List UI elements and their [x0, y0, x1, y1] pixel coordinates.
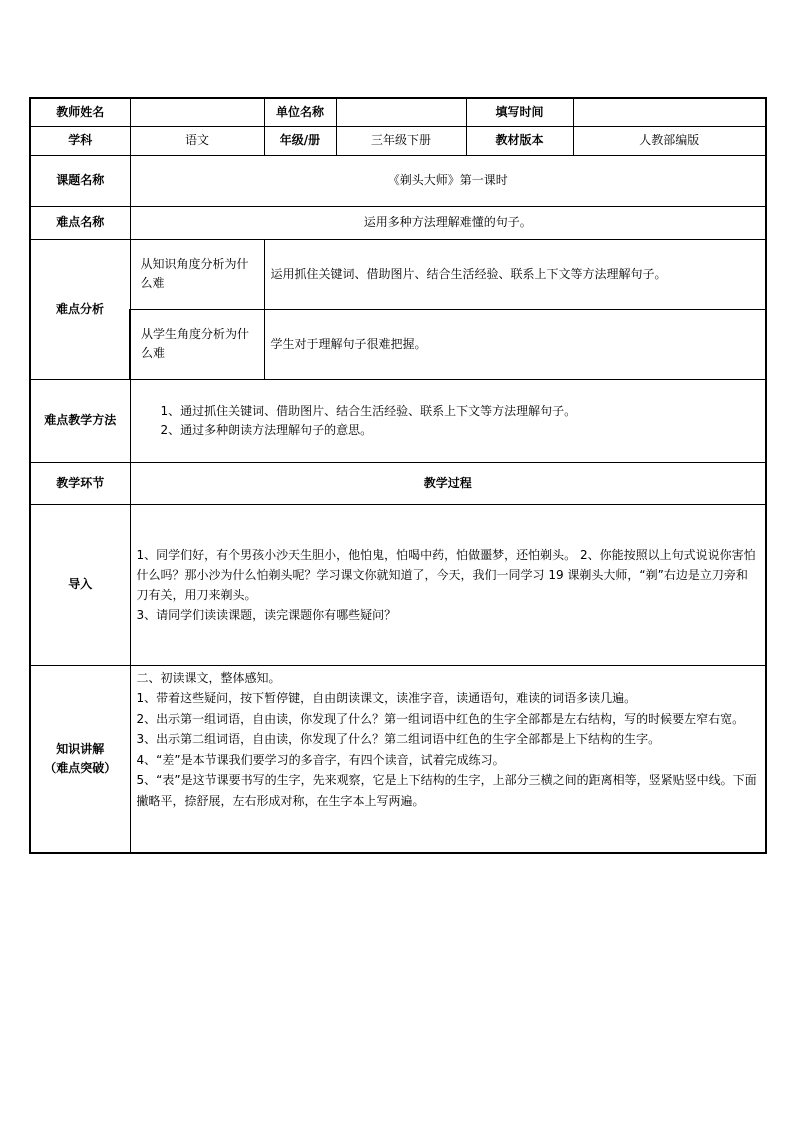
difficulty-analysis-label: 难点分析 — [30, 239, 130, 379]
knowledge-row — [30, 665, 766, 853]
grade-value: 三年级下册 — [336, 126, 466, 155]
process-header-row — [30, 462, 766, 504]
knowledge-explain-subtitle: （难点突破） — [44, 760, 117, 775]
teaching-methods-label: 难点教学方法 — [30, 379, 130, 462]
unit-name-label: 单位名称 — [264, 98, 336, 126]
intro-label: 导入 — [30, 504, 130, 665]
difficulty-name-label: 难点名称 — [30, 206, 130, 239]
unit-name-field[interactable] — [336, 98, 466, 126]
subject-value: 语文 — [130, 126, 264, 155]
methods-row — [30, 379, 766, 462]
difficulty-row — [30, 206, 766, 239]
knowledge-line: 3、出示第二组词语，自由读，你发现了什么？第二组词语中红色的生字全部都是上下结构的生字。 — [136, 732, 661, 746]
method-item: 2、通过多种朗读方法理解句子的意思。 — [160, 422, 373, 437]
knowledge-line: 4、“差”是本节课我们要学习的多音字，有四个读音，试着完成练习。 — [136, 752, 505, 767]
knowledge-angle-label: 从知识角度分析为什么难 — [130, 239, 264, 309]
knowledge-line: 2、出示第一组词语，自由读，你发现了什么？第一组词语中红色的生字全部都是左右结构，写的时候要左窄右宽。 — [136, 711, 745, 726]
intro-line: 1、同学们好，有个男孩小沙天生胆小，他怕鬼，怕喝中药，怕做噩梦，还怕剃头。 2、你能按照以上句式说说你害怕什么吗？那小沙为什么怕剃头呢？学习课文你就知道了，今天，我们一同学习 19 课剃头大师，“剃”右边是立刀旁和刀有关，用刀来剃头。 — [136, 547, 756, 602]
student-angle-label: 从学生角度分析为什么难 — [130, 309, 264, 379]
teaching-process-header: 教学过程 — [130, 462, 766, 504]
intro-line: 3、请同学们读读课题，读完课题你有哪些疑问？ — [136, 607, 397, 622]
knowledge-content — [130, 665, 766, 853]
edition-value: 人教部编版 — [573, 126, 766, 155]
grade-label: 年级/册 — [264, 126, 336, 155]
lesson-title-value: 《剃头大师》第一课时 — [130, 155, 766, 206]
info-row-1 — [30, 98, 766, 126]
fill-date-field[interactable] — [573, 98, 766, 126]
lesson-title-label: 课题名称 — [30, 155, 130, 206]
edition-label: 教材版本 — [466, 126, 573, 155]
intro-row — [30, 504, 766, 665]
difficulty-name-value: 运用多种方法理解难懂的句子。 — [130, 206, 766, 239]
student-angle-value: 学生对于理解句子很难把握。 — [264, 309, 766, 379]
teaching-methods-content — [130, 379, 766, 462]
lesson-row — [30, 155, 766, 206]
analysis-row-student — [30, 309, 766, 379]
analysis-row-knowledge — [30, 239, 766, 309]
subject-label: 学科 — [30, 126, 130, 155]
knowledge-explain-label — [30, 665, 130, 853]
knowledge-line: 二、初读课文，整体感知。 — [136, 670, 281, 685]
method-item: 1、通过抓住关键词、借助图片、结合生活经验、联系上下文等方法理解句子。 — [160, 403, 577, 418]
knowledge-line: 1、带着这些疑问，按下暂停键，自由朗读课文，读准字音，读通语句，难读的词语多读几遍。 — [136, 691, 637, 705]
teacher-name-label: 教师姓名 — [30, 98, 130, 126]
info-row-2 — [30, 126, 766, 155]
knowledge-explain-title: 知识讲解 — [56, 741, 105, 756]
teacher-name-field[interactable] — [130, 98, 264, 126]
knowledge-line: 5、“表”是这节课要书写的生字，先来观察，它是上下结构的生字，上部分三横之间的距离相等，竖紧贴竖中线。下面撇略平，捺舒展，左右形成对称，在生字本上写两遍。 — [136, 773, 757, 808]
teaching-stage-header: 教学环节 — [30, 462, 130, 504]
fill-date-label: 填写时间 — [466, 98, 573, 126]
intro-content — [130, 504, 766, 665]
knowledge-angle-value: 运用抓住关键词、借助图片、结合生活经验、联系上下文等方法理解句子。 — [264, 239, 766, 309]
lesson-plan-table — [29, 97, 767, 854]
